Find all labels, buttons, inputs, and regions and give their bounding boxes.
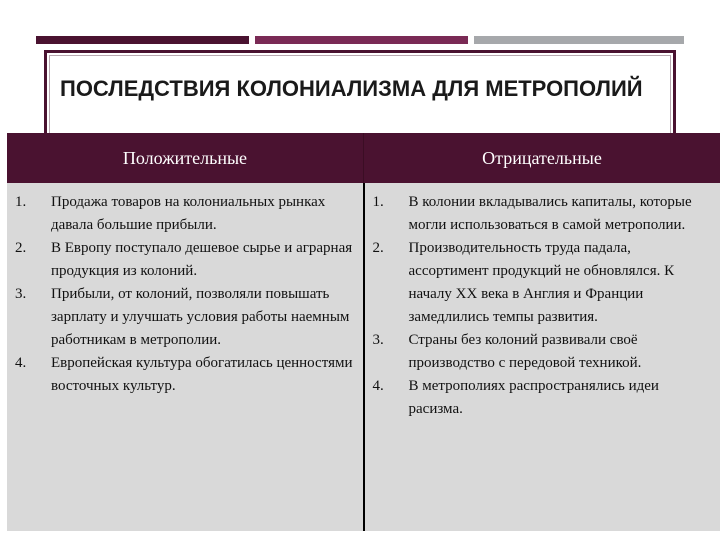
item-text: В Европу поступало дешевое сырье и аграрная продукция из колоний. xyxy=(51,240,353,279)
negative-cell xyxy=(364,183,720,531)
table-body-row xyxy=(7,183,720,531)
table-header-row xyxy=(7,133,720,183)
item-number: 4. xyxy=(15,355,27,371)
item-text: В колонии вкладывались капиталы, которые могли использоваться в самой метрополии. xyxy=(408,194,692,233)
header-positive: Положительные xyxy=(7,133,364,183)
decorative-bar-gray xyxy=(474,36,684,44)
item-number: 3. xyxy=(15,286,27,302)
list-item xyxy=(15,283,355,352)
item-text: Страны без колоний развивали своё производство с передовой техникой. xyxy=(408,332,642,371)
item-number: 1. xyxy=(15,194,27,210)
item-text: Производительность труда падала, ассортимент продукций не обновлялся. К началу XX века в Англия и Франции замедлились темпы развития. xyxy=(408,240,675,325)
item-number: 1. xyxy=(372,194,384,210)
item-text: В метрополиях распространялись идеи расизма. xyxy=(408,378,659,417)
item-number: 2. xyxy=(372,240,384,256)
item-number: 4. xyxy=(372,378,384,394)
item-text: Прибыли, от колоний, позволяли повышать зарплату и улучшать условия работы наемным работникам в метрополии. xyxy=(51,286,350,348)
negative-list xyxy=(373,191,713,421)
positive-list xyxy=(15,191,355,398)
list-item xyxy=(15,352,355,398)
list-item xyxy=(373,237,713,329)
item-text: Европейская культура обогатилась ценностями восточных культур. xyxy=(51,355,353,394)
list-item xyxy=(15,191,355,237)
consequences-table xyxy=(7,133,720,531)
item-text: Продажа товаров на колониальных рынках давала большие прибыли. xyxy=(51,194,326,233)
header-negative: Отрицательные xyxy=(364,133,720,183)
list-item xyxy=(373,191,713,237)
list-item xyxy=(373,329,713,375)
decorative-bar-mid xyxy=(255,36,468,44)
item-number: 3. xyxy=(372,332,384,348)
positive-cell xyxy=(7,183,364,531)
list-item xyxy=(15,237,355,283)
list-item xyxy=(373,375,713,421)
item-number: 2. xyxy=(15,240,27,256)
slide-title: ПОСЛЕДСТВИЯ КОЛОНИАЛИЗМА ДЛЯ МЕТРОПОЛИЙ xyxy=(60,76,643,101)
top-decorative-bars xyxy=(36,36,684,44)
decorative-bar-dark xyxy=(36,36,249,44)
